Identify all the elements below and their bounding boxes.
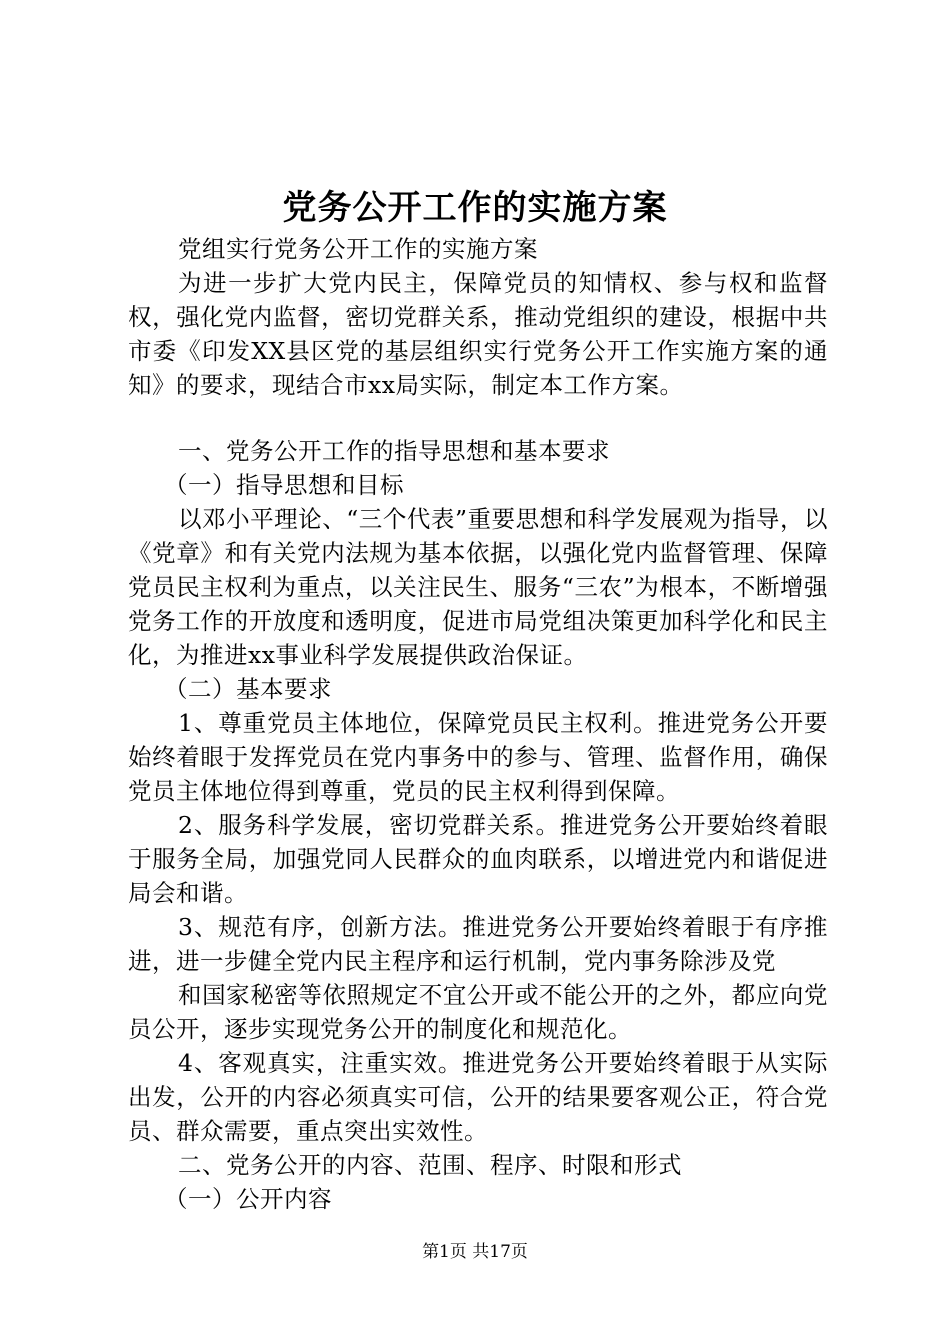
document-title: 党务公开工作的实施方案 [282, 188, 668, 228]
requirement-3-continued-paragraph: 和国家秘密等依照规定不宜公开或不能公开的之外，都应向党员公开，逐步实现党务公开的制度化和规范化。 [128, 981, 828, 1043]
subsection-heading-1-1: （一）指导思想和目标 [164, 471, 404, 499]
requirement-1-paragraph: 1、尊重党员主体地位，保障党员民主权利。推进党务公开要始终着眼于发挥党员在党内事务中的参与、管理、监督作用，确保党员主体地位得到尊重，党员的民主权利得到保障。 [128, 709, 828, 805]
paragraph-gap [128, 402, 828, 434]
section-heading-1: 一、党务公开工作的指导思想和基本要求 [178, 437, 610, 465]
page-indicator: 第1页 共17页 [422, 1242, 528, 1262]
intro-paragraph: 为进一步扩大党内民主，保障党员的知情权、参与权和监督权，强化党内监督，密切党群关系，推动党组织的建设，根据中共市委《印发XX县区党的基层组织实行党务公开工作实施方案的通知》的要求，现结合市xx局实际，制定本工作方案。 [128, 269, 828, 399]
subsection-heading-2-1: （一）公开内容 [164, 1185, 332, 1213]
requirement-2-paragraph: 2、服务科学发展，密切党群关系。推进党务公开要始终着眼于服务全局，加强党同人民群众的血肉联系，以增进党内和谐促进局会和谐。 [128, 811, 828, 907]
section-heading-2: 二、党务公开的内容、范围、程序、时限和形式 [178, 1151, 682, 1179]
subsection-heading-1-2: （二）基本要求 [164, 675, 332, 703]
requirement-4-paragraph: 4、客观真实，注重实效。推进党务公开要始终着眼于从实际出发，公开的内容必须真实可信，公开的结果要客观公正，符合党员、群众需要，重点突出实效性。 [128, 1049, 828, 1145]
subtitle-paragraph: 党组实行党务公开工作的实施方案 [178, 235, 538, 263]
requirement-3-paragraph: 3、规范有序，创新方法。推进党务公开要始终着眼于有序推进，进一步健全党内民主程序和运行机制，党内事务除涉及党 [128, 913, 828, 975]
guiding-ideology-paragraph: 以邓小平理论、“三个代表”重要思想和科学发展观为指导，以《党章》和有关党内法规为基本依据，以强化党内监督管理、保障党员民主权利为重点，以关注民生、服务“三农”为根本，不断增强党务工作的开放度和透明度，促进市局党组决策更加科学化和民主化，为推进xx事业科学发展提供政治保证。 [128, 505, 828, 669]
document-body [128, 232, 828, 1216]
